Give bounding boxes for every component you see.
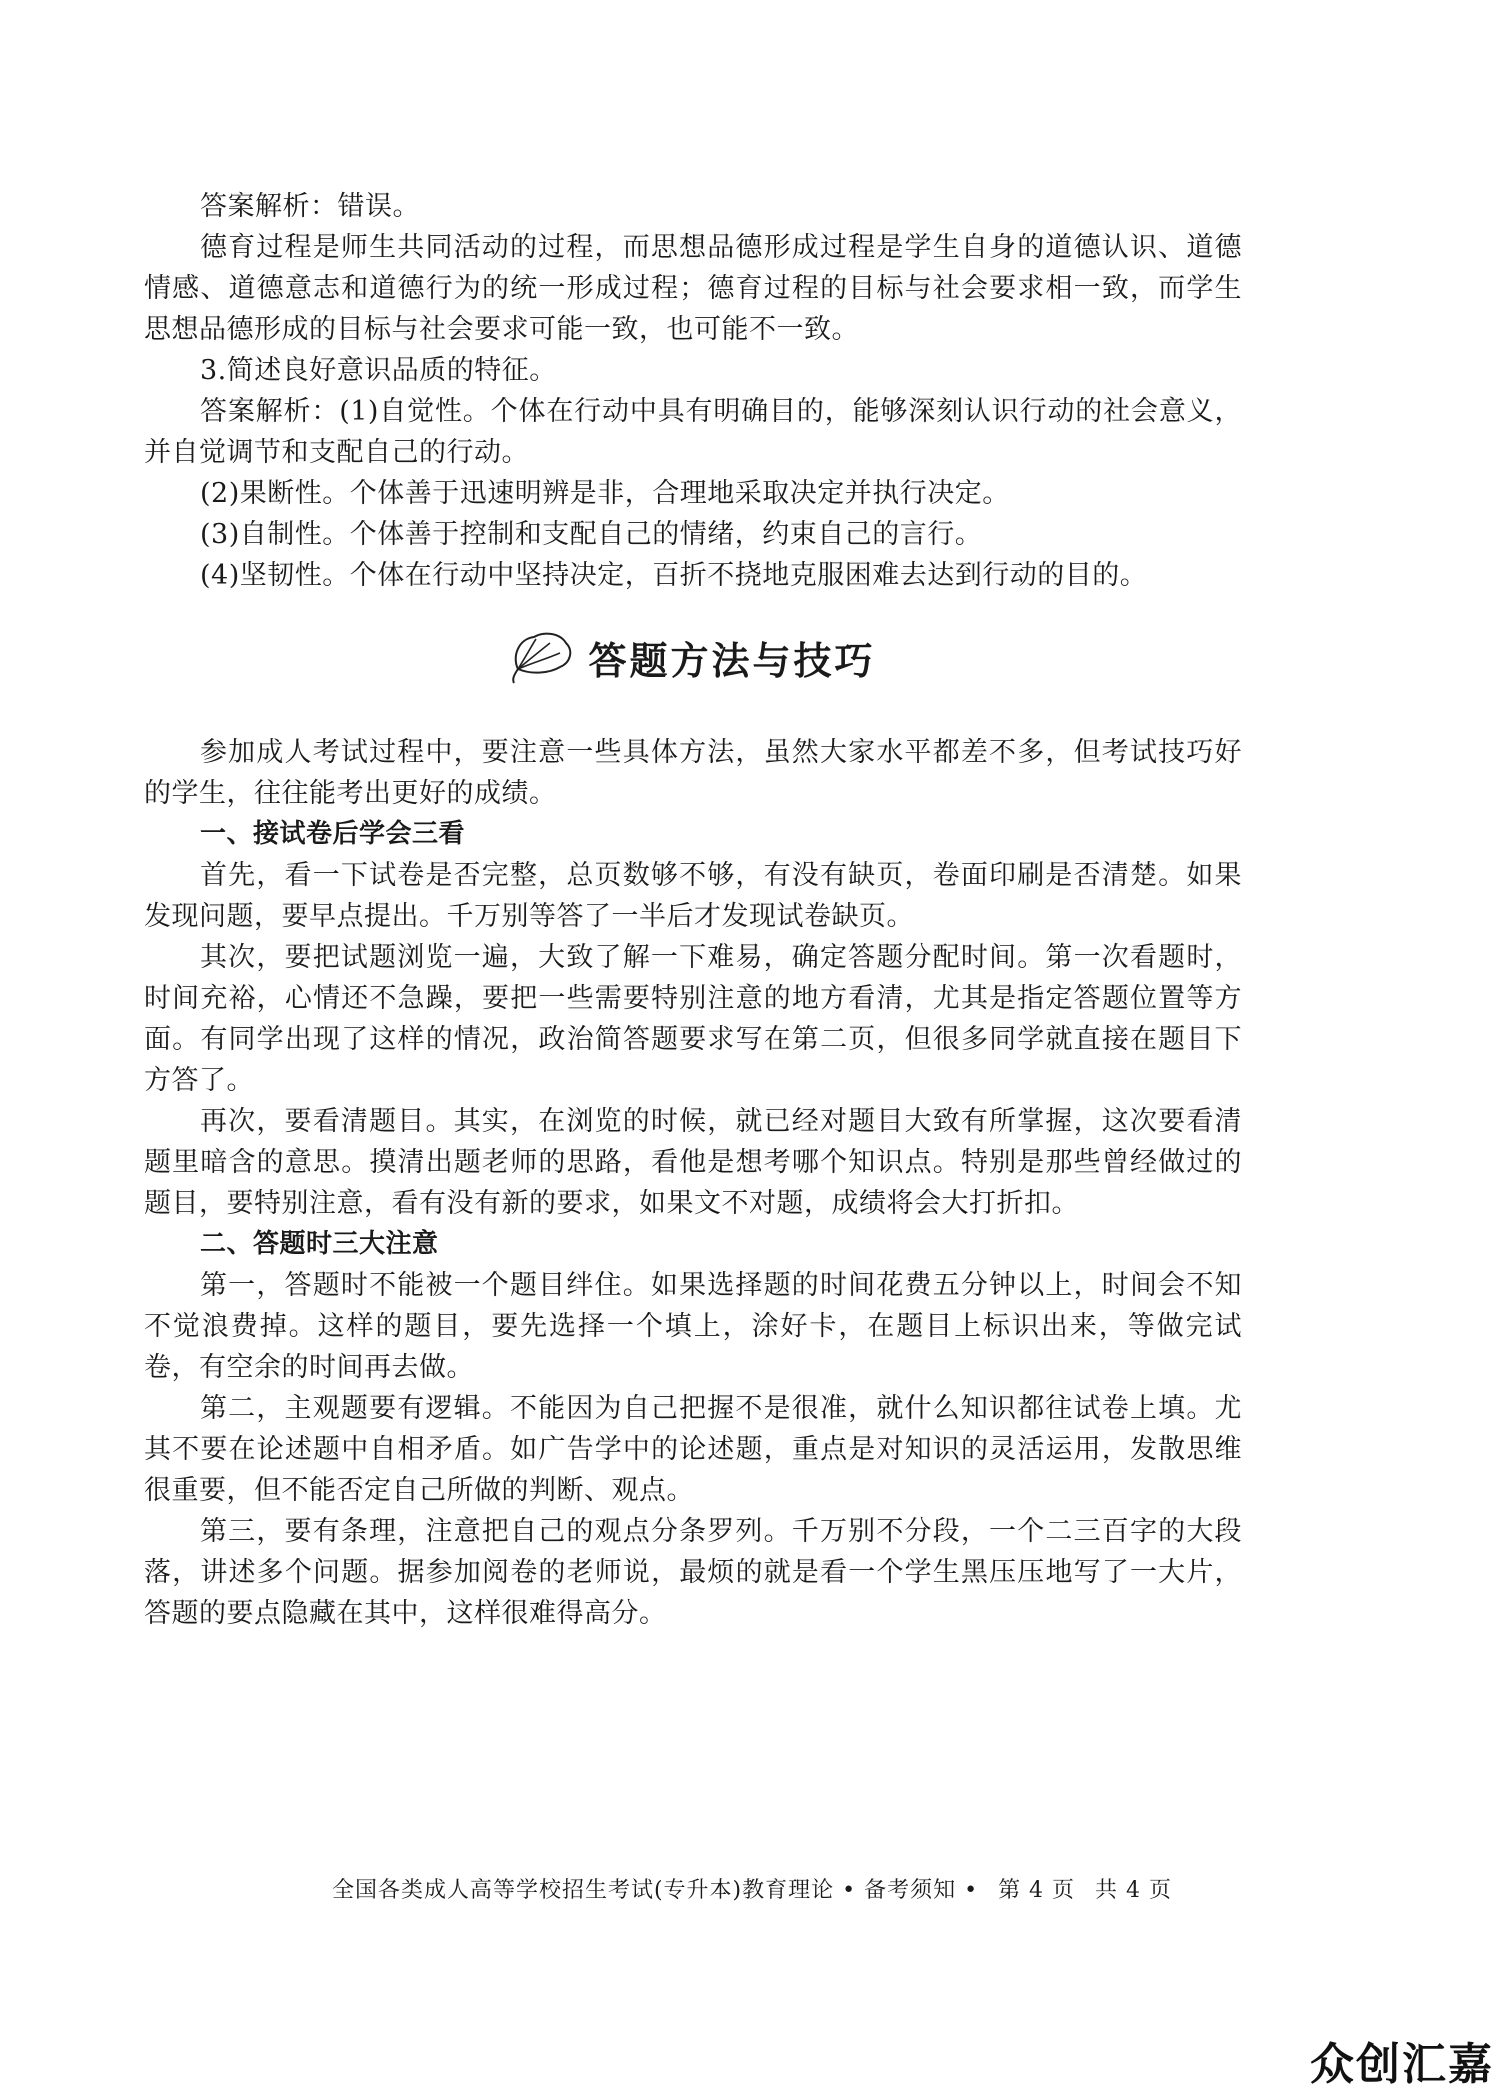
paragraph: 第一，答题时不能被一个题目绊住。如果选择题的时间花费五分钟以上，时间会不知不觉浪费掉。这样的题目，要先选择一个填上，涂好卡，在题目上标识出来，等做完试卷，有空余的时间再去做。 [144,1270,1242,1383]
paragraph: 其次，要把试题浏览一遍，大致了解一下难易，确定答题分配时间。第一次看题时，时间充裕，心情还不急躁，要把一些需要特别注意的地方看清，尤其是指定答题位置等方面。有同学出现了这样的情况，政治简答题要求写在第二页，但很多同学就直接在题目下方答了。 [144,942,1242,1096]
section-heading [144,622,1242,692]
page-footer [0,1873,1504,1904]
footer-page-number: 第 4 页 [998,1878,1076,1903]
paragraph: 第二，主观题要有逻辑。不能因为自己把握不是很准，就什么知识都往试卷上填。尤其不要在论述题中自相矛盾。如广告学中的论述题，重点是对知识的灵活运用，发散思维很重要，但不能否定自己所做的判断、观点。 [144,1393,1242,1506]
ginkgo-leaf-icon [510,629,576,685]
paragraph: 答案解析：错误。 [200,191,420,222]
tips-section [144,732,1242,1634]
paragraph: 第三，要有条理，注意把自己的观点分条罗列。千万别不分段，一个二三百字的大段落，讲述多个问题。据参加阅卷的老师说，最烦的就是看一个学生黑压压地写了一大片，答题的要点隐藏在其中，这样很难得高分。 [144,1516,1242,1629]
paragraph: 3.简述良好意识品质的特征。 [200,355,557,386]
answer-section [144,186,1242,596]
paragraph: 德育过程是师生共同活动的过程，而思想品德形成过程是学生自身的道德认识、道德情感、道德意志和道德行为的统一形成过程；德育过程的目标与社会要求相一致，而学生思想品德形成的目标与社会要求可能一致，也可能不一致。 [144,232,1242,345]
subheading: 二、答题时三大注意 [200,1229,439,1259]
footer-total-pages: 共 4 页 [1095,1878,1173,1903]
document-page [144,186,1242,1634]
paragraph: 首先，看一下试卷是否完整，总页数够不够，有没有缺页，卷面印刷是否清楚。如果发现问题，要早点提出。千万别等答了一半后才发现试卷缺页。 [144,860,1242,932]
paragraph: (4)坚韧性。个体在行动中坚持决定，百折不挠地克服困难去达到行动的目的。 [200,560,1148,591]
paragraph: (2)果断性。个体善于迅速明辨是非，合理地采取决定并执行决定。 [200,478,1010,509]
paragraph: 参加成人考试过程中，要注意一些具体方法，虽然大家水平都差不多，但考试技巧好的学生，往往能考出更好的成绩。 [144,737,1242,809]
paragraph: 再次，要看清题目。其实，在浏览的时候，就已经对题目大致有所掌握，这次要看清题里暗含的意思。摸清出题老师的思路，看他是想考哪个知识点。特别是那些曾经做过的题目，要特别注意，看有没有新的要求，如果文不对题，成绩将会大打折扣。 [144,1106,1242,1219]
section-title: 答题方法与技巧 [588,638,876,683]
paragraph: 答案解析：(1)自觉性。个体在行动中具有明确目的，能够深刻认识行动的社会意义，并自觉调节和支配自己的行动。 [144,396,1242,468]
paragraph: (3)自制性。个体善于控制和支配自己的情绪，约束自己的言行。 [200,519,983,550]
subheading: 一、接试卷后学会三看 [200,819,466,849]
watermark-logo: 众创汇嘉 [1310,2039,1494,2090]
footer-title: 全国各类成人高等学校招生考试(专升本)教育理论 • 备考须知 • [331,1878,979,1903]
